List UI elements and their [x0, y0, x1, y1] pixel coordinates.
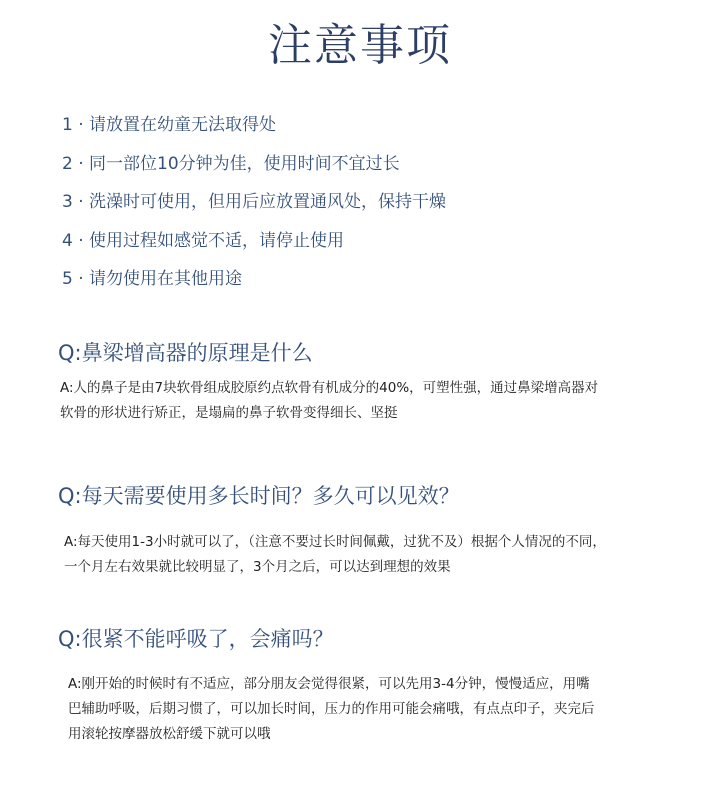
faq-question-3: Q:很紧不能呼吸了，会痛吗？	[58, 627, 334, 651]
page-title: 注意事项	[268, 20, 452, 71]
answer-line: A:每天使用1-3小时就可以了，（注意不要过长时间佩戴，过犹不及）根据个人情况的不同，	[64, 534, 606, 550]
faq-answer-2	[64, 530, 606, 580]
answer-line: 软骨的形状进行矫正，是塌扁的鼻子软骨变得细长、坚挺	[60, 405, 398, 421]
answer-line: 一个月左右效果就比较明显了，3个月之后，可以达到理想的效果	[64, 559, 451, 575]
answer-line: A:刚开始的时候时有不适应，部分朋友会觉得很紧，可以先用3-4分钟，慢慢适应，用嘴	[68, 676, 590, 692]
faq-question-1: Q:鼻梁增高器的原理是什么	[58, 341, 313, 365]
answer-line: A:人的鼻子是由7块软骨组成胶原约点软骨有机成分的40%，可塑性强，通过鼻梁增高器对	[60, 380, 599, 396]
note-item: 5 · 请勿使用在其他用途	[62, 269, 243, 289]
note-item: 4 · 使用过程如感觉不适，请停止使用	[62, 230, 345, 251]
answer-line: 用滚轮按摩器放松舒缓下就可以哦	[68, 726, 271, 742]
note-item: 2 · 同一部位10分钟为佳，使用时间不宜过长	[62, 153, 400, 174]
faq-question-2: Q:每天需要使用多长时间？多久可以见效？	[58, 484, 460, 508]
notes-list	[62, 106, 446, 299]
answer-line: 巴辅助呼吸，后期习惯了，可以加长时间，压力的作用可能会痛哦，有点点印子，夹完后	[68, 701, 595, 717]
note-item: 1 · 请放置在幼童无法取得处	[62, 115, 277, 135]
faq-answer-3	[68, 672, 595, 747]
note-item: 3 · 洗澡时可使用，但用后应放置通风处，保持干燥	[62, 192, 447, 212]
faq-answer-1	[60, 376, 598, 426]
